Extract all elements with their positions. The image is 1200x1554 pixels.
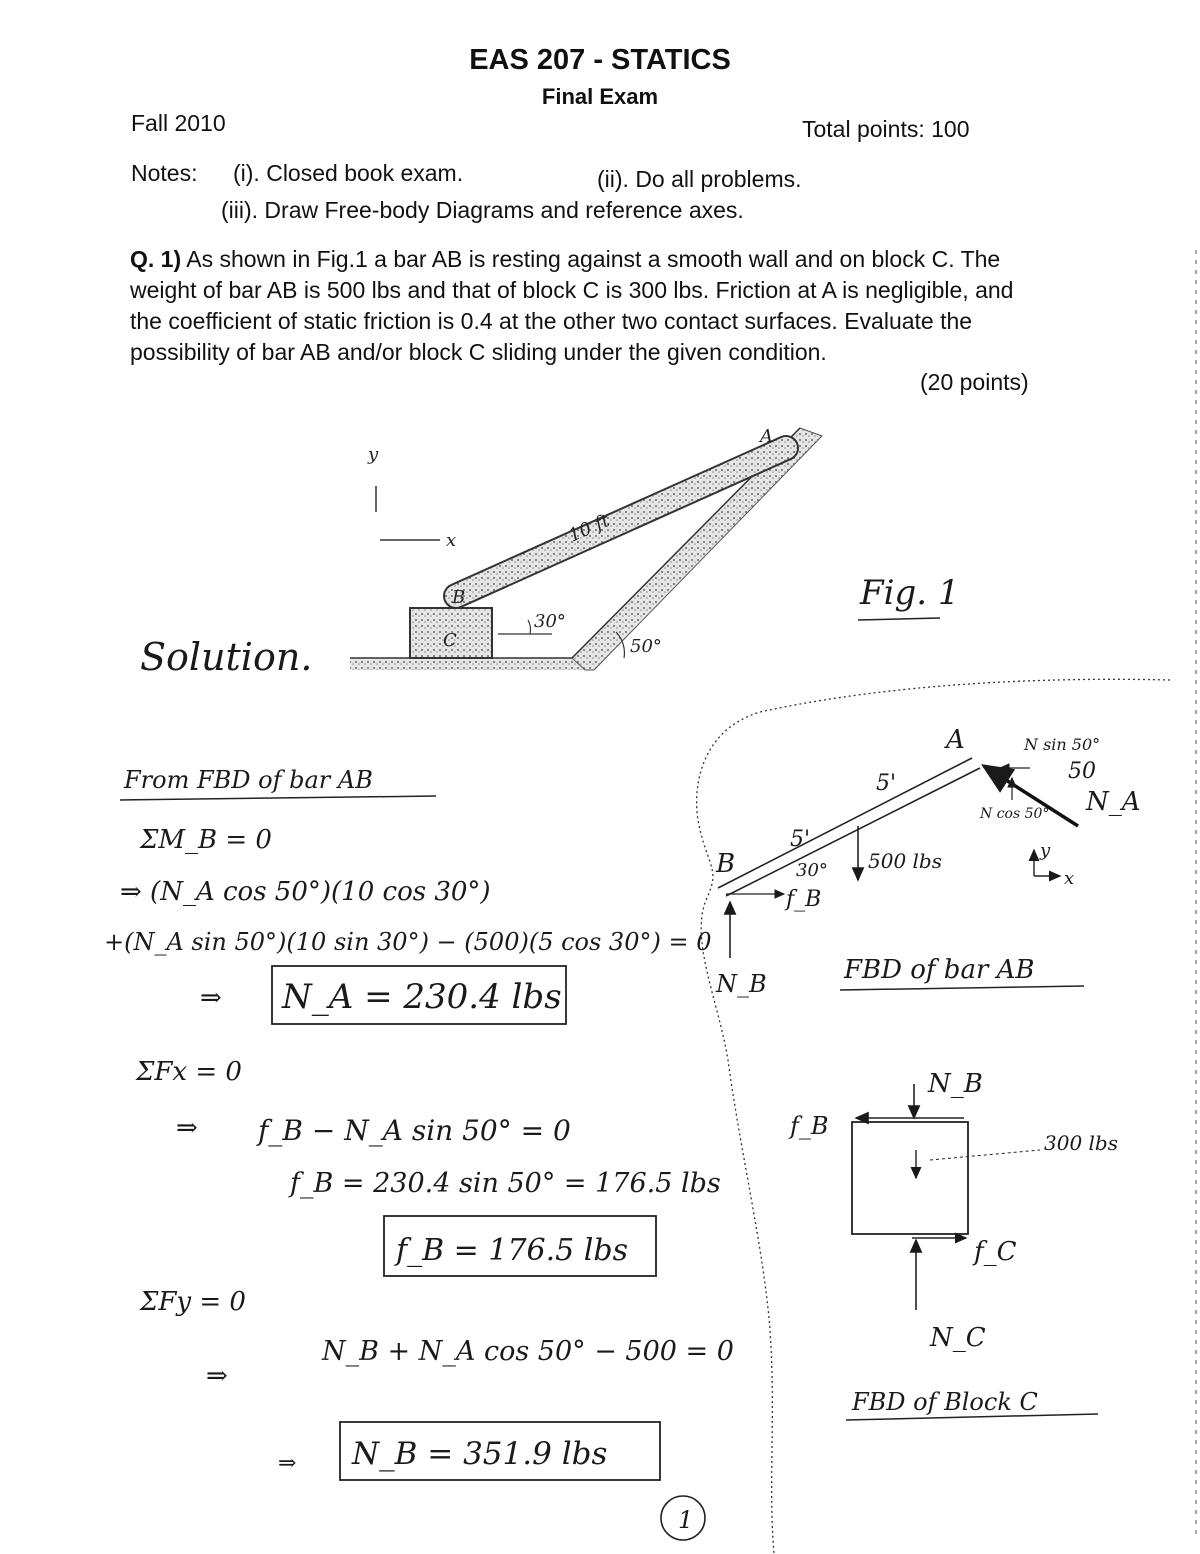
- fbd-bar-label-b: B: [716, 849, 736, 879]
- result-na: N_A = 230.4 lbs: [282, 977, 562, 1017]
- fy-equation: ΣFy = 0: [140, 1287, 246, 1317]
- fig1-wall: [572, 428, 822, 670]
- fig1-label-c: C: [443, 630, 457, 651]
- note-2: (ii). Do all problems.: [597, 166, 802, 192]
- fx-line-2: f_B = 230.4 sin 50° = 176.5 lbs: [290, 1168, 721, 1199]
- question-text: As shown in Fig.1 a bar AB is resting against a smooth wall and on block C. The weight of bar AB is 500 lbs and that of block C is 300 lbs. Friction at A is negligible, and the coefficient of static friction is 0.4 at the other two contact surfaces. Evaluate the possibility of bar AB and/or block C sliding under the given condition.: [130, 246, 1014, 365]
- fig1-label-a: A: [760, 426, 773, 447]
- total-points: Total points: 100: [802, 116, 970, 142]
- question-points: (20 points): [920, 369, 1029, 395]
- moment-line-2: +(N_A sin 50°)(10 sin 30°) − (500)(5 cos 30°) = 0: [104, 928, 712, 956]
- fbd-block-c: [788, 1069, 1118, 1420]
- fbd-bar-label-a: A: [946, 725, 965, 755]
- solution-heading: Solution.: [140, 635, 313, 679]
- fbd-bar-weight: 500 lbs: [868, 849, 942, 873]
- note-1: (i). Closed book exam.: [233, 160, 464, 186]
- fbd-bar-axis-y: y: [1040, 840, 1051, 861]
- figure-1: [350, 426, 959, 670]
- fbd-bar-na-cos: N cos 50°: [980, 806, 1050, 822]
- fbd-block-weight: 300 lbs: [1044, 1131, 1118, 1155]
- fbd-bar-nb: N_B: [716, 970, 767, 998]
- fbd-block-fb: f_B: [790, 1112, 829, 1140]
- fbd-bar-axis-x: x: [1064, 868, 1075, 889]
- fig1-label-x: x: [446, 530, 457, 551]
- result-nb: N_B = 351.9 lbs: [352, 1436, 608, 1472]
- fy-line-1: N_B + N_A cos 50° − 500 = 0: [322, 1336, 734, 1367]
- exam-title: EAS 207 - STATICS: [469, 44, 731, 76]
- fy-arrow: ⇒: [206, 1361, 228, 1391]
- fbd-bar-na-sin: N sin 50°: [1024, 735, 1101, 754]
- fig1-angle-50: 50°: [630, 636, 662, 657]
- moment-equation: ΣM_B = 0: [140, 825, 272, 855]
- fbd-block-box: [852, 1122, 968, 1234]
- notes-label: Notes:: [131, 160, 198, 186]
- fbd-bar-na: N_A: [1086, 787, 1141, 817]
- fbd-bar-angle: 30°: [796, 860, 828, 881]
- fbd-bar-angle-50: 50: [1068, 759, 1096, 784]
- result-fb: f_B = 176.5 lbs: [396, 1233, 628, 1268]
- fig1-ground: [350, 658, 585, 670]
- fig1-caption: Fig. 1: [860, 573, 960, 613]
- fbd-bar-fb: f_B: [786, 887, 822, 912]
- fbd-bar-seg-1: 5': [790, 827, 811, 852]
- fbd-bar-seg-2: 5': [876, 771, 897, 796]
- fbd-bar-caption: FBD of bar AB: [844, 955, 1035, 985]
- fx-arrow: ⇒: [176, 1113, 198, 1143]
- fbd-block-nc: N_C: [930, 1323, 986, 1353]
- page-number: 1: [678, 1506, 694, 1534]
- exam-subtitle: Final Exam: [541, 84, 659, 109]
- fx-line-1: f_B − N_A sin 50° = 0: [258, 1114, 571, 1147]
- fbd-block-nb: N_B: [928, 1069, 983, 1099]
- question-number: Q. 1): [130, 246, 182, 272]
- fig1-label-y: y: [368, 444, 379, 465]
- solution-fbd-heading: From FBD of bar AB: [124, 766, 373, 794]
- result-nb-arrow: ⇒: [278, 1451, 297, 1476]
- fx-equation: ΣFx = 0: [136, 1057, 242, 1087]
- note-3: (iii). Draw Free-body Diagrams and reference axes.: [221, 197, 744, 223]
- moment-line-1: ⇒ (N_A cos 50°)(10 cos 30°): [120, 877, 491, 907]
- fig1-angle-30: 30°: [534, 611, 566, 632]
- solution: [104, 635, 734, 1480]
- arrow-na: ⇒: [200, 983, 222, 1013]
- fbd-block-fc: f_C: [974, 1237, 1017, 1267]
- fig1-length: 10 ft: [565, 510, 613, 547]
- fbd-block-caption: FBD of Block C: [852, 1388, 1038, 1416]
- fig1-label-b: B: [452, 587, 466, 608]
- exam-term: Fall 2010: [131, 110, 226, 136]
- fbd-bar-ab: [715, 725, 1141, 998]
